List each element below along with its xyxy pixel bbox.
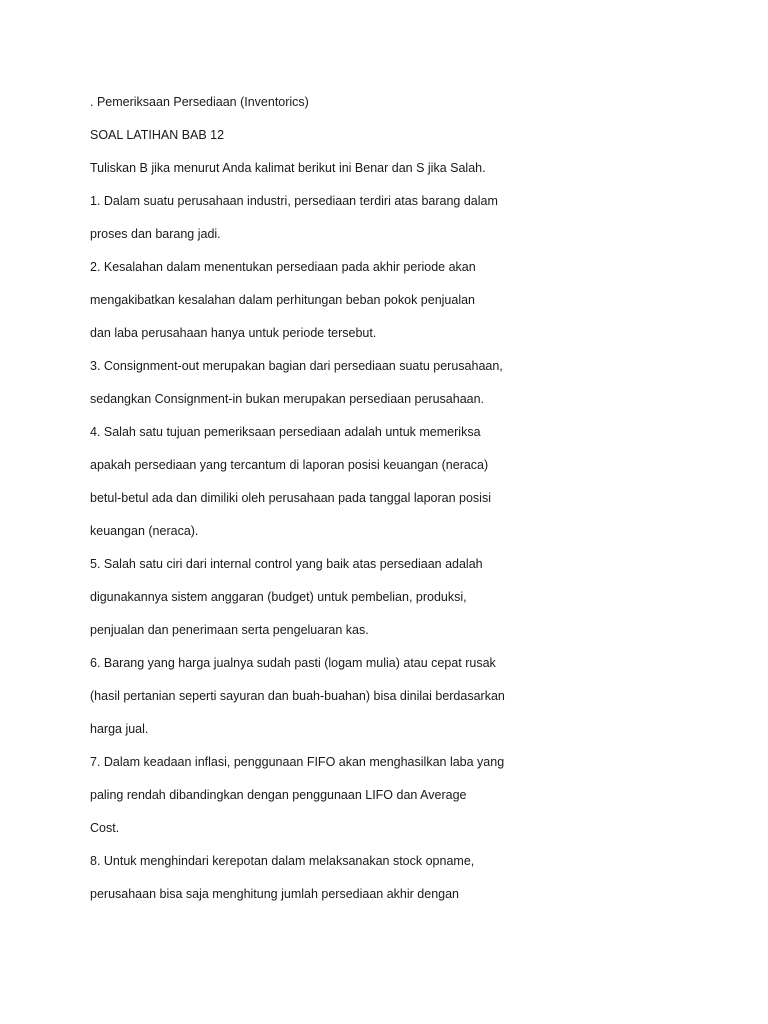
section-heading: . Pemeriksaan Persediaan (Inventorics) (90, 95, 309, 109)
text-line: (hasil pertanian seperti sayuran dan buah-buahan) bisa dinilai berdasarkan (90, 689, 505, 703)
text-line: harga jual. (90, 722, 149, 736)
text-line: betul-betul ada dan dimiliki oleh perusahaan pada tanggal laporan posisi (90, 491, 491, 505)
text-line: sedangkan Consignment-in bukan merupakan persediaan perusahaan. (90, 392, 485, 406)
text-line: keuangan (neraca). (90, 524, 199, 538)
text-line: 8. Untuk menghindari kerepotan dalam melaksanakan stock opname, (90, 854, 475, 868)
text-line: perusahaan bisa saja menghitung jumlah persediaan akhir dengan (90, 887, 460, 901)
text-line: 5. Salah satu ciri dari internal control yang baik atas persediaan adalah (90, 557, 483, 571)
text-line: 4. Salah satu tujuan pemeriksaan persediaan adalah untuk memeriksa (90, 425, 481, 439)
text-line: proses dan barang jadi. (90, 227, 221, 241)
text-line: mengakibatkan kesalahan dalam perhitungan beban pokok penjualan (90, 293, 476, 307)
text-line: 1. Dalam suatu perusahaan industri, persediaan terdiri atas barang dalam (90, 194, 498, 208)
text-line: paling rendah dibandingkan dengan penggunaan LIFO dan Average (90, 788, 467, 802)
instructions: Tuliskan B jika menurut Anda kalimat berikut ini Benar dan S jika Salah. (90, 161, 486, 175)
text-line: dan laba perusahaan hanya untuk periode tersebut. (90, 326, 377, 340)
document-body (90, 92, 730, 917)
text-line: 7. Dalam keadaan inflasi, penggunaan FIFO akan menghasilkan laba yang (90, 755, 505, 769)
text-line: Cost. (90, 821, 120, 835)
text-line: penjualan dan penerimaan serta pengeluaran kas. (90, 623, 369, 637)
text-line: 6. Barang yang harga jualnya sudah pasti (logam mulia) atau cepat rusak (90, 656, 496, 670)
text-line: 3. Consignment-out merupakan bagian dari persediaan suatu perusahaan, (90, 359, 503, 373)
text-line: apakah persediaan yang tercantum di laporan posisi keuangan (neraca) (90, 458, 489, 472)
text-line: digunakannya sistem anggaran (budget) untuk pembelian, produksi, (90, 590, 467, 604)
text-line: 2. Kesalahan dalam menentukan persediaan pada akhir periode akan (90, 260, 476, 274)
exercise-title: SOAL LATIHAN BAB 12 (90, 128, 225, 142)
